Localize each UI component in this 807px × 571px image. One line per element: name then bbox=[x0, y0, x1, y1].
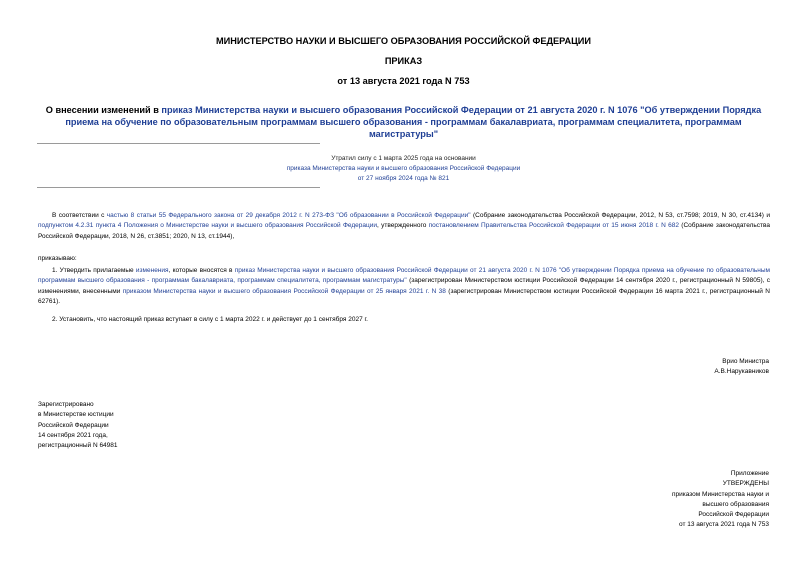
registration-line-3: Российской Федерации bbox=[38, 421, 109, 429]
item-1-paragraph bbox=[38, 266, 770, 307]
government-decree-link[interactable]: постановлением Правительства Российской Федерации от 15 июня 2018 г. N 682 bbox=[428, 222, 679, 230]
registration-block bbox=[38, 400, 118, 451]
lost-force-link-2[interactable]: от 27 ноября 2024 года № 821 bbox=[357, 175, 450, 182]
title-prefix: О внесении изменений в bbox=[45, 105, 162, 115]
registration-line-2: в Министерстве юстиции bbox=[38, 411, 114, 419]
item-1-text-3: (зарегистрирован Министерством юстиции Российской Федерации 14 сентября 2020 г., регистрационный N 59805), с изменениями, внесенными bbox=[38, 277, 770, 295]
item-1-text-4: (зарегистрирован Министерством юстиции Российской Федерации 16 марта 2021 г., регистрационный N 62761). bbox=[38, 287, 770, 305]
signer-name: А.В.Нарукавников bbox=[714, 368, 769, 376]
preamble-paragraph bbox=[38, 211, 770, 242]
order-38-link[interactable]: приказом Министерства науки и высшего образования Российской Федерации от 25 января 2021 г. N 38 bbox=[122, 287, 446, 295]
appendix-line-5: Российской Федерации bbox=[698, 511, 769, 519]
lost-force-note bbox=[240, 154, 567, 184]
lost-force-link-1[interactable]: приказа Министерства науки и высшего образования Российской Федерации bbox=[286, 165, 521, 172]
appendix-line-4: высшего образования bbox=[702, 500, 769, 508]
item-2-paragraph: 2. Установить, что настоящий приказ вступает в силу с 1 марта 2022 г. и действует до 1 сентября 2027 г. bbox=[52, 316, 368, 323]
law-link[interactable]: частью 8 статьи 55 Федерального закона от 29 декабря 2012 г. N 273-ФЗ "Об образовании в Российской Федерации" bbox=[106, 212, 471, 219]
preamble-text-2: (Собрание законодательства Российской Федерации, 2012, N 53, ст.7598; 2019, N 30, ст.4134) и bbox=[470, 212, 770, 219]
item-1-text-1: 1. Утвердить прилагаемые bbox=[52, 267, 136, 274]
item-1-text-2: , которые вносятся в bbox=[168, 267, 235, 274]
lost-force-text: Утратил силу с 1 марта 2025 года на основании bbox=[331, 155, 476, 162]
ministry-heading: МИНИСТЕРСТВО НАУКИ И ВЫСШЕГО ОБРАЗОВАНИЯ РОССИЙСКОЙ ФЕДЕРАЦИИ bbox=[215, 36, 591, 46]
signature-block bbox=[560, 357, 769, 378]
appendix-line-1: Приложение bbox=[730, 470, 769, 477]
regulation-link[interactable]: подпунктом 4.2.31 пункта 4 Положения о Министерстве науки и высшего образования Российской Федерации bbox=[38, 222, 377, 230]
preamble-text-3: , утвержденного bbox=[377, 222, 429, 230]
appendix-block bbox=[560, 469, 769, 531]
appendix-line-2: УТВЕРЖДЕНЫ bbox=[722, 480, 769, 488]
top-divider bbox=[37, 143, 320, 144]
bottom-divider bbox=[37, 187, 320, 188]
changes-link[interactable]: изменения bbox=[135, 267, 169, 274]
signer-role: Врио Министра bbox=[722, 358, 769, 365]
appendix-line-3: приказом Министерства науки и bbox=[671, 490, 769, 498]
document-title bbox=[30, 104, 777, 140]
order-1076-link[interactable]: приказ Министерства науки и высшего образования Российской Федерации от 21 августа 2020 г. N 1076 "Об утверждении Порядка приема на обучение по образовательным программам высшего образования - программам бакалавриата, программам специалитета, программам магистратуры" bbox=[38, 267, 770, 285]
preamble-text-1: В соответствии с bbox=[52, 212, 107, 219]
registration-line-4: 14 сентября 2021 года, bbox=[38, 431, 108, 439]
date-number-heading: от 13 августа 2021 года N 753 bbox=[337, 76, 470, 86]
registration-line-1: Зарегистрировано bbox=[38, 401, 94, 408]
doc-type-heading: ПРИКАЗ bbox=[384, 56, 423, 66]
registration-line-5: регистрационный N 64981 bbox=[38, 442, 118, 450]
order-word: приказываю: bbox=[38, 255, 77, 262]
appendix-line-6: от 13 августа 2021 года N 753 bbox=[678, 521, 769, 529]
title-link[interactable]: приказ Министерства науки и высшего образования Российской Федерации от 21 августа 2020 г. N 1076 "Об утверждении Порядка приема на обучение по образовательным программам высшего образования - программам бакалавриата, программам специалитета, программам магистратуры" bbox=[65, 105, 762, 139]
preamble-text-4: (Собрание законодательства Российской Федерации, 2018, N 26, ст.3851; 2020, N 13, ст.1944), bbox=[38, 222, 770, 240]
